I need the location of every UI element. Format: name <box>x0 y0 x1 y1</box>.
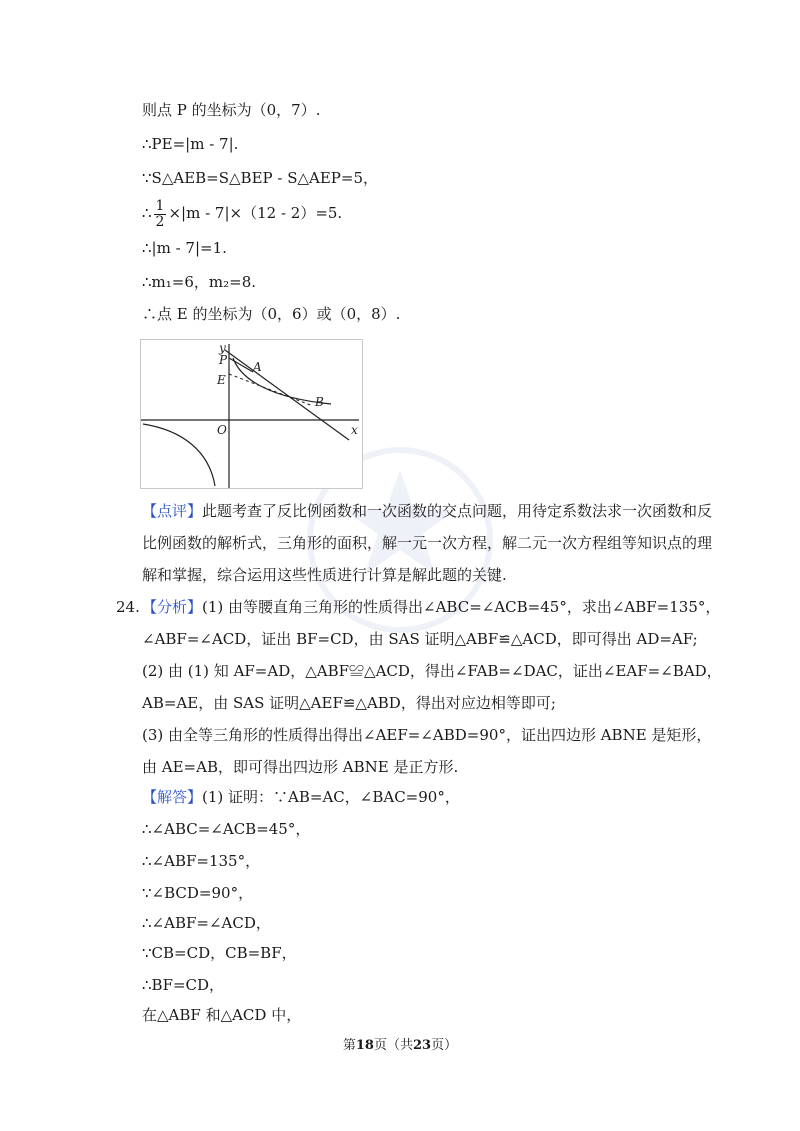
text-line: ∴m₁=6，m₂=8. <box>142 273 257 291</box>
answer-line: ∴∠ABC=∠ACB=45°， <box>142 820 311 838</box>
fraction-numerator: 1 <box>155 197 165 214</box>
text-line: ∴点 E 的坐标为（0，6）或（0，8）. <box>142 305 401 323</box>
fraction-rest: ×|m - 7|×（12 - 2）=5. <box>168 204 343 222</box>
label-O: O <box>217 423 227 437</box>
answer-line: ∴∠ABF=135°， <box>142 852 261 870</box>
analysis-line-5: (3) 由全等三角形的性质得出得出∠AEF=∠ABD=90°，证出四边形 ABNE 是矩形， <box>142 726 712 744</box>
question-number: 24. <box>116 598 140 616</box>
answer-line-1: 【解答】(1) 证明：∵AB=AC，∠BAC=90°， <box>142 788 460 806</box>
fraction-line <box>142 197 342 230</box>
comment-line-2: 比例函数的解析式，三角形的面积，解一元一次方程，解二元一次方程组等知识点的理 <box>142 534 713 552</box>
graph-svg <box>141 340 362 488</box>
label-x: x <box>351 423 358 437</box>
label-y: y <box>219 341 226 355</box>
text-line: ∴PE=|m - 7|. <box>142 135 239 153</box>
comment-line-1: 【点评】此题考查了反比例函数和一次函数的交点问题，用待定系数法求一次函数和反 <box>142 502 713 520</box>
analysis-line-6: 由 AE=AB，即可得出四边形 ABNE 是正方形. <box>142 758 459 776</box>
answer-line: 在△ABF 和△ACD 中， <box>142 1006 302 1024</box>
fraction-denominator: 2 <box>155 213 165 230</box>
fraction-prefix: ∴ <box>142 204 152 222</box>
label-P: P <box>219 353 228 367</box>
function-graph-figure <box>140 339 363 489</box>
label-B: B <box>315 395 324 409</box>
analysis-line-2: ∠ABF=∠ACD，证出 BF=CD，由 SAS 证明△ABF≌△ACD，即可得出 AD=AF; <box>142 630 698 648</box>
answer-line: ∵∠BCD=90°， <box>142 884 254 902</box>
answer-line: ∵CB=CD，CB=BF， <box>142 944 297 962</box>
answer-line: ∴∠ABF=∠ACD， <box>142 914 271 932</box>
text-line: 则点 P 的坐标为（0，7）. <box>142 101 321 119</box>
answer-tag: 【解答】 <box>142 788 203 806</box>
label-E: E <box>217 373 226 387</box>
fraction <box>154 199 167 230</box>
answer-line: ∴BF=CD， <box>142 976 225 994</box>
comment-line-3: 解和掌握，综合运用这些性质进行计算是解此题的关键. <box>142 566 507 584</box>
label-A: A <box>253 360 262 374</box>
text-line: ∴|m - 7|=1. <box>142 239 227 257</box>
analysis-line-1: 【分析】(1) 由等腰直角三角形的性质得出∠ABC=∠ACB=45°，求出∠ABF=135°， <box>142 598 721 616</box>
analysis-line-3: (2) 由 (1) 知 AF=AD，△ABF≌△ACD，得出∠FAB=∠DAC，证出∠EAF=∠BAD， <box>142 662 722 680</box>
analysis-line-4: AB=AE，由 SAS 证明△AEF≌△ABD，得出对应边相等即可; <box>142 694 556 712</box>
analysis-tag: 【分析】 <box>142 598 203 616</box>
page-footer: 第18页（共23页） <box>342 1038 458 1053</box>
comment-tag: 【点评】 <box>142 502 203 520</box>
page-number: 18 <box>355 1038 374 1053</box>
text-line: ∵S△AEB=S△BEP - S△AEP=5， <box>142 169 379 187</box>
total-pages: 23 <box>413 1038 432 1053</box>
